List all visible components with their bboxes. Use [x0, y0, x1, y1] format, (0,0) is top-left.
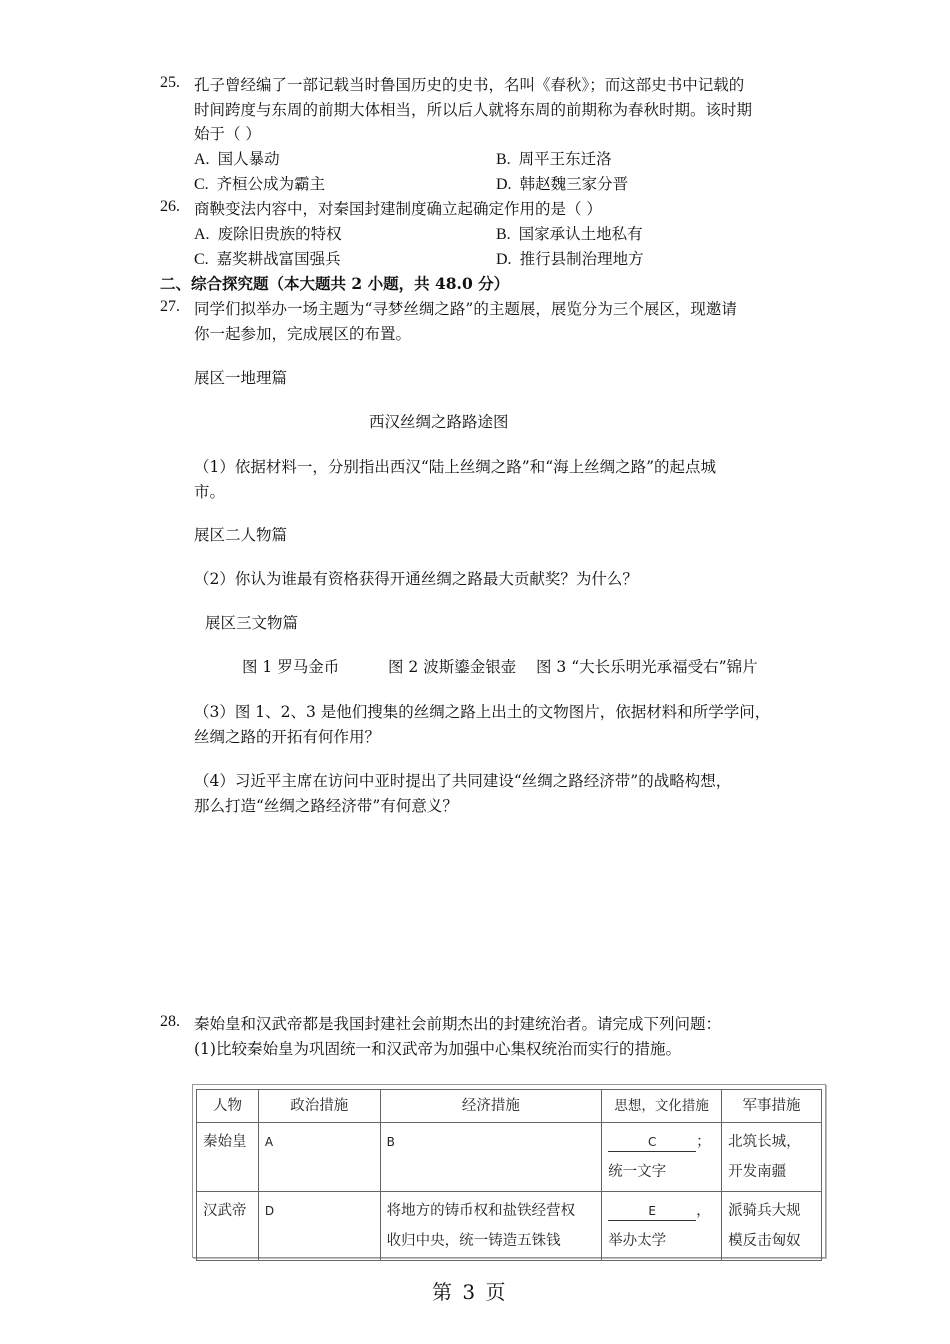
header-economic: 经济措施 — [380, 1090, 602, 1123]
cell-culture: E ， 举办太学 — [602, 1192, 722, 1261]
q27-text-line1: 同学们拟举办一场主题为“寻梦丝绸之路”的主题展，展览分为三个展区，现邀请 — [194, 300, 737, 318]
q26-text-line1: 商鞅变法内容中，对秦国封建制度确立起确定作用的是（ ） — [194, 200, 602, 218]
cell-person: 秦始皇 — [197, 1123, 259, 1192]
q25-option-c: C. 齐桓公成为霸主 — [194, 175, 326, 193]
q26-option-c: C. 嘉奖耕战富国强兵 — [194, 250, 341, 268]
cell-political: A — [258, 1123, 380, 1192]
q25-text-line1: 孔子曾经编了一部记载当时鲁国历史的史书，名叫《春秋》；而这部史书中记载的 — [194, 76, 745, 94]
q27-map-caption: 西汉丝绸之路路途图 — [369, 413, 509, 431]
q27-zone2-heading: 展区二人物篇 — [194, 526, 288, 544]
q27-sub1-line2: 市。 — [194, 483, 226, 501]
header-military: 军事措施 — [722, 1090, 822, 1123]
q27-sub3-line2: 丝绸之路的开拓有何作用？ — [194, 728, 381, 746]
q27-sub2: （2）你认为谁最有资格获得开通丝绸之路最大贡献奖？为什么？ — [194, 570, 638, 588]
q27-text-line2: 你一起参加，完成展区的布置。 — [194, 325, 412, 343]
table-row — [197, 1192, 822, 1261]
header-political: 政治措施 — [258, 1090, 380, 1123]
q27-sub1-line1: （1）依据材料一，分别指出西汉“陆上丝绸之路”和“海上丝绸之路”的起点城 — [194, 458, 717, 476]
q26-option-d: D. 推行县制治理地方 — [496, 250, 644, 268]
q27-fig2-caption: 图 2 波斯鎏金银壶 — [388, 658, 517, 676]
q28-text-line1: 秦始皇和汉武帝都是我国封建社会前期杰出的封建统治者。请完成下列问题： — [194, 1015, 722, 1033]
q26-option-b: B. 国家承认土地私有 — [496, 225, 643, 243]
table-row — [197, 1123, 822, 1192]
q25-option-b: B. 周平王东迁洛 — [496, 150, 612, 168]
header-person: 人物 — [197, 1090, 259, 1123]
cell-political: D — [258, 1192, 380, 1261]
cell-military: 北筑长城， 开发南疆 — [722, 1123, 822, 1192]
cell-military: 派骑兵大规 模反击匈奴 — [722, 1192, 822, 1261]
q27-number: 27. — [160, 298, 180, 315]
section2-title: 二、综合探究题（本大题共 2 小题，共 48.0 分） — [160, 274, 510, 293]
q26-option-a: A. 废除旧贵族的特权 — [194, 225, 342, 243]
q27-sub3-line1: （3）图 1、2、3 是他们搜集的丝绸之路上出土的文物图片，依据材料和所学学问， — [194, 703, 771, 721]
cell-economic: 将地方的铸币权和盐铁经营权 收归中央，统一铸造五铢钱 — [380, 1192, 602, 1261]
blank-e: E — [608, 1202, 696, 1221]
q25-text-line2: 时间跨度与东周的前期大体相当，所以后人就将东周的前期称为春秋时期。该时期 — [194, 101, 753, 119]
cell-economic: B — [380, 1123, 602, 1192]
q28-number: 28. — [160, 1013, 180, 1030]
q27-sub4-line2: 那么打造“丝绸之路经济带”有何意义？ — [194, 797, 458, 815]
q25-number: 25. — [160, 74, 180, 91]
q25-text-line3: 始于（ ） — [194, 125, 261, 143]
q27-zone3-heading: 展区三文物篇 — [205, 614, 299, 632]
q27-sub4-line1: （4）习近平主席在访问中亚时提出了共同建设“丝绸之路经济带”的战略构想， — [194, 772, 732, 790]
q27-fig3-caption: 图 3 “大长乐明光承福受右”锦片 — [536, 658, 758, 676]
q25-option-a: A. 国人暴动 — [194, 150, 280, 168]
cell-person: 汉武帝 — [197, 1192, 259, 1261]
table-header-row — [197, 1090, 822, 1123]
q25-option-d: D. 韩赵魏三家分晋 — [496, 175, 629, 193]
blank-c: C — [608, 1133, 696, 1152]
measures-comparison-table — [196, 1089, 822, 1261]
page-number: 第 3 页 — [432, 1280, 508, 1304]
header-culture: 思想，文化措施 — [602, 1090, 722, 1123]
cell-culture: C ； 统一文字 — [602, 1123, 722, 1192]
q26-number: 26. — [160, 198, 180, 215]
q27-zone1-heading: 展区一地理篇 — [194, 369, 288, 387]
q27-fig1-caption: 图 1 罗马金币 — [242, 658, 340, 676]
q28-text-line2: (1)比较秦始皇为巩固统一和汉武帝为加强中心集权统治而实行的措施。 — [194, 1040, 681, 1058]
